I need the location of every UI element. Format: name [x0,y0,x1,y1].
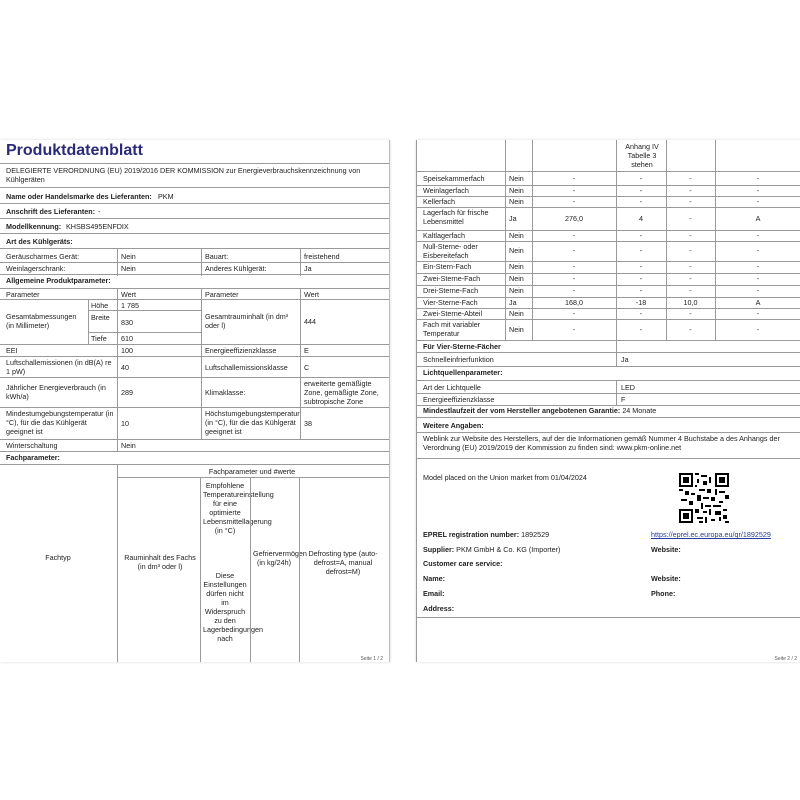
compartment-name: Drei-Sterne-Fach [423,286,479,295]
weblink-text: Weblink zur Website des Herstellers, auf der die Informationen gemäß Nummer 4 Buchstabe a des Anhangs der Verordnung (EU) 2019/2019 der Kommission zu finden sind: [423,434,780,452]
compartment-temp: -18 [635,298,647,307]
eei-label: EEI [6,346,18,355]
compartment-volume: - [572,262,576,271]
type-row-1-value: Nein [121,252,136,261]
type-row-2-value: Nein [121,264,136,273]
col-temp-a: Empfohlene Temperatureinstellung für eine optimierte Lebensmittellagerung (in °C) [203,481,274,535]
light-class-value: F [621,395,626,404]
col-defrost: Defrosting type (auto-defrost=A, manual defrost=M) [308,549,378,576]
compartment-freeze: - [689,174,692,183]
value-header-2: Wert [304,290,320,299]
type-row-1-value2: freistehend [304,252,340,261]
compartment-freeze: - [689,214,692,223]
compartment-defrost: - [756,246,760,255]
quick-freeze-value: Ja [621,355,629,364]
compartment-present: Nein [509,186,524,195]
noise-label: Luftschallemissionen (in dB(A) re 1 pW) [6,358,112,376]
compartment-temp: - [639,186,643,195]
general-heading: Allgemeine Produktparameter: [6,276,111,285]
page-footer: Seite 1 / 2 [360,656,383,662]
eclass-value: E [304,346,309,355]
phone-label: Phone: [651,589,676,598]
compartment-temp: - [639,262,643,271]
type-row-2-value2: Ja [304,264,312,273]
supplier2-label: Supplier: [423,545,455,554]
compartment-temp: - [639,274,643,283]
light-type-label: Art der Lichtquelle [423,383,481,392]
compartment-volume: - [572,309,576,318]
compartment-volume: - [572,246,576,255]
compartment-present: Nein [509,309,524,318]
mintemp-value: 10 [121,419,129,428]
climate-label: Klimaklasse: [205,388,246,397]
address2-label: Address: [423,604,455,613]
compartment-freeze: - [689,274,692,283]
name-label: Name: [423,574,445,583]
compartment-name: Zwei-Sterne-Fach [423,274,481,283]
compartment-present: Ja [509,298,517,307]
compartment-volume: 168,0 [565,298,583,307]
compartment-freeze: - [689,186,692,195]
dims-label: Gesamtabmessungen (in Millimeter) [6,312,77,330]
regulation-text: DELEGIERTE VERORDNUNG (EU) 2019/2016 DER KOMMISSION zur Energieverbrauchskennzeichnung von Kühlgeräten [6,166,361,184]
light-class-label: Energieeffizienzklasse [423,395,495,404]
compartment-name: Speisekammerfach [423,174,485,183]
compartment-defrost: - [756,274,760,283]
market-text: Model placed on the Union market from 01/04/2024 [423,473,587,482]
eprel-link[interactable]: https://eprel.ec.europa.eu/qr/1892529 [651,530,771,539]
compartment-temp: - [639,197,643,206]
dim-width-label: Breite [91,313,110,322]
compartment-present: Nein [509,274,524,283]
col-fachtyp: Fachtyp [45,553,71,562]
warranty-label: Mindestlaufzeit der vom Hersteller angebotenen Garantie: [423,406,621,415]
eclass-label: Energieeffizienzklasse [205,346,277,355]
compartment-volume: - [572,197,576,206]
eprel-value: 1892529 [521,530,550,539]
col-freeze: Gefriervermögen (in kg/24h) [253,549,307,567]
further-heading: Weitere Angaben: [423,421,484,430]
mintemp-label: Mindestumgebungstemperatur (in °C), für die das Kühlgerät geeignet ist [6,409,114,436]
row-divider [417,340,800,341]
dim-depth-value: 610 [121,334,133,343]
website-label: Website: [651,545,681,554]
type-row-2-key2: Anderes Kühlgerät: [205,264,267,273]
climate-value: erweiterte gemäßigte Zone, gemäßigte Zone, subtropische Zone [304,379,379,406]
winter-value: Nein [121,441,136,450]
compartment-temp: - [639,286,643,295]
quick-freeze-label: Schnelleinfrierfunktion [423,355,494,364]
compartment-temp: - [639,309,643,318]
compartment-present: Nein [509,174,524,183]
compartment-defrost: - [756,186,760,195]
noise-value: 40 [121,363,129,372]
fach-heading: Fachparameter: [6,453,60,462]
address-label: Anschrift des Lieferanten: [6,207,96,216]
weblink-paragraph [423,434,797,452]
compartment-volume: - [572,325,576,334]
compartment-temp: - [639,325,643,334]
type-row-1-key2: Bauart: [205,252,229,261]
compartment-freeze: - [689,231,692,240]
email-label: Email: [423,589,445,598]
compartment-freeze: - [689,309,692,318]
compartment-defrost: - [756,286,760,295]
compartment-temp: 4 [639,214,643,223]
compartment-name: Lagerfach für frische Lebensmittel [423,208,489,226]
compartment-volume: - [572,174,576,183]
supplier-value: PKM [158,192,174,201]
customer-care-label: Customer care service: [423,559,503,568]
energy-value: 289 [121,388,133,397]
compartment-present: Nein [509,286,524,295]
compartment-present: Nein [509,231,524,240]
compartment-name: Null-Sterne- oder Eisbereitefach [423,242,478,260]
qr-code-icon[interactable] [679,473,729,523]
compartment-defrost: A [755,214,761,223]
compartment-defrost: - [756,309,760,318]
light-heading: Lichtquellenparameter: [423,368,503,377]
warranty-value: 24 Monate [622,406,657,415]
dim-width-value: 830 [121,318,133,327]
compartment-freeze: - [689,286,692,295]
compartment-defrost: - [756,197,760,206]
compartment-temp: - [639,246,643,255]
noiseclass-label: Luftschallemissionsklasse [205,363,288,372]
fach-header: Fachparameter und #werte [208,467,296,476]
compartment-name: Kellerfach [423,197,455,206]
compartment-freeze: - [689,246,692,255]
winter-label: Winterschaltung [6,441,58,450]
compartment-volume: - [572,186,576,195]
dim-height-label: Höhe [91,301,109,310]
maxtemp-value: 38 [304,419,312,428]
address-value: - [98,207,101,216]
param-header: Parameter [6,290,40,299]
compartment-present: Nein [509,246,524,255]
col-temp-b: Diese Einstellungen dürfen nicht im Widerspruch zu den Lagerbedingungen nach [203,571,263,643]
supplier2-value: PKM GmbH & Co. KG (Importer) [456,545,561,554]
compartment-present: Nein [509,262,524,271]
compartment-name: Weinlagerfach [423,186,469,195]
page-title: Produktdatenblatt [6,142,143,159]
eei-value: 100 [121,346,133,355]
compartment-defrost: A [755,298,761,307]
model-label: Modellkennung: [6,222,62,231]
volume-label: Gesamtrauminhalt (in dm³ oder l) [205,312,289,330]
type-row-2-key: Weinlagerschrank: [6,264,66,273]
compartment-present: Nein [509,325,524,334]
light-type-value: LED [621,383,635,392]
dim-depth-label: Tiefe [91,334,107,343]
compartment-freeze: - [689,197,692,206]
compartment-name: Zwei-Sterne-Abteil [423,309,483,318]
compartment-name: Fach mit variabler Temperatur [423,320,481,338]
dim-height-value: 1 785 [121,301,139,310]
noiseclass-value: C [304,363,310,372]
supplier-label: Name oder Handelsmarke des Lieferanten: [6,192,152,201]
compartment-defrost: - [756,325,760,334]
datasheet-page-2 [416,140,800,662]
compartment-name: Kaltlagerfach [423,231,465,240]
compartment-defrost: - [756,174,760,183]
compartment-freeze: - [689,325,692,334]
compartment-defrost: - [756,231,760,240]
compartment-volume: - [572,286,576,295]
compartment-temp: - [639,174,643,183]
model-value: KHSBS495ENFDIX [66,222,129,231]
page-footer-2: Seite 2 / 2 [774,656,797,662]
col-volume: Rauminhalt des Fachs (in dm³ oder l) [124,553,196,571]
value-header: Wert [121,290,137,299]
compartment-name: Vier-Sterne-Fach [423,298,478,307]
compartment-volume: - [572,231,576,240]
four-star-heading: Für Vier-Sterne-Fächer [423,342,501,351]
compartment-temp: - [639,231,643,240]
anhang-note: Anhang IV Tabelle 3 stehen [625,142,659,169]
param-header-2: Parameter [205,290,239,299]
compartment-volume: - [572,274,576,283]
compartment-freeze: 10,0 [683,298,698,307]
energy-label: Jährlicher Energieverbrauch (in kWh/a) [6,383,106,401]
compartment-present: Ja [509,214,517,223]
website2-label: Website: [651,574,681,583]
compartment-volume: 276,0 [565,214,583,223]
compartment-freeze: - [689,262,692,271]
type-heading: Art des Kühlgeräts: [6,237,73,246]
maxtemp-label: Höchstumgebungstemperatur (in °C), für die das Kühlgerät geeignet ist [205,409,300,436]
compartment-present: Nein [509,197,524,206]
compartment-defrost: - [756,262,760,271]
datasheet-page-1 [0,140,390,662]
volume-value: 444 [304,317,316,326]
weblink-url[interactable]: www.pkm-online.net [616,443,682,452]
compartment-name: Ein-Stern-Fach [423,262,472,271]
eprel-label: EPREL registration number: [423,530,520,539]
type-row-1-key: Geräuscharmes Gerät: [6,252,80,261]
